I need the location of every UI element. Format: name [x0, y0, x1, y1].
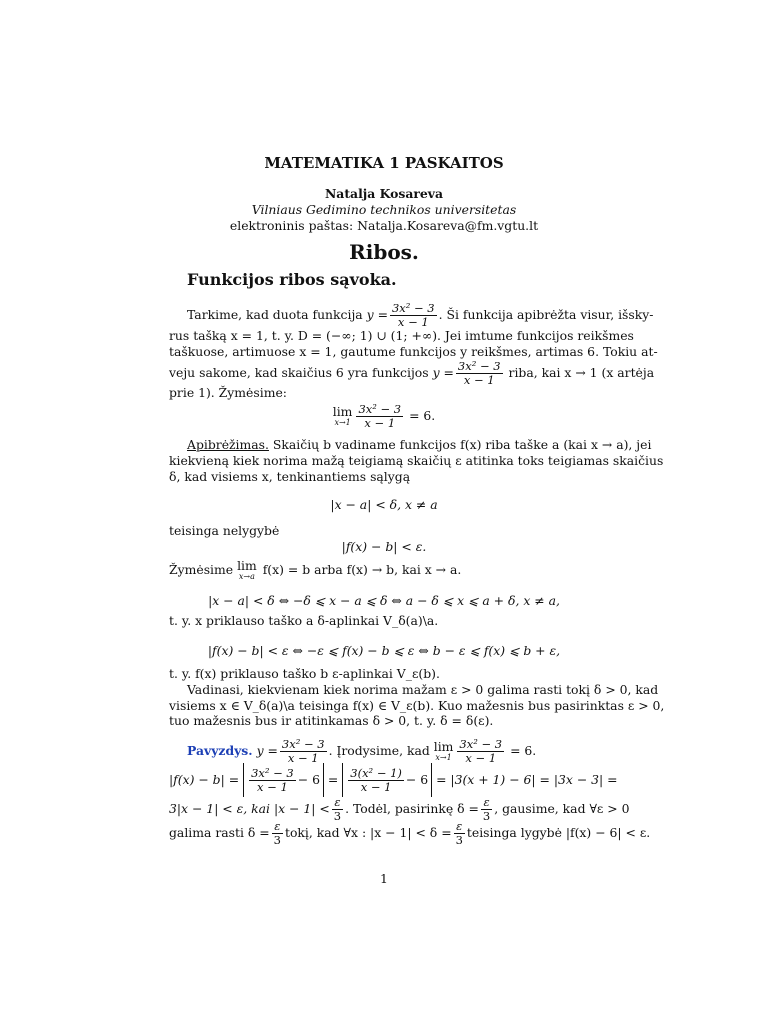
denominator: x − 1 — [465, 751, 497, 765]
fraction — [457, 738, 504, 765]
denominator: x − 1 — [397, 315, 429, 329]
lim-subscript: x→1 — [435, 752, 452, 762]
numerator: 3x² − 3 — [459, 737, 503, 751]
math-var: y = — [366, 307, 388, 322]
text-span: Tarkime, kad duota funkcija — [187, 307, 363, 322]
paragraph-line — [187, 300, 654, 330]
text-span: f(x) = b arba f(x) → b, kai x → a. — [262, 562, 462, 577]
condition-formula: |x − a| < δ, x ≠ a — [330, 497, 438, 512]
text-span: 3|x − 1| < ε, kai |x − 1| < — [169, 801, 330, 816]
denominator: x − 1 — [360, 780, 392, 794]
denominator: x − 1 — [463, 373, 495, 387]
text-span: , gausime, kad ∀ε > 0 — [494, 801, 630, 816]
text-span: galima rasti δ = — [169, 825, 270, 840]
notation-line — [169, 558, 600, 582]
paragraph-line: prie 1). Žymėsime: — [169, 385, 287, 400]
definition-line — [187, 437, 652, 452]
course-title: MATEMATIKA 1 PASKAITOS — [264, 154, 504, 172]
limit-formula — [0, 400, 768, 432]
lim-label: lim — [433, 738, 454, 754]
page-number: 1 — [380, 871, 388, 886]
fraction — [356, 403, 403, 430]
text-span: teisinga lygybė |f(x) − 6| < ε. — [466, 825, 651, 840]
fraction — [272, 820, 283, 847]
text-span: tokį, kad ∀x : |x − 1| < δ = — [284, 825, 452, 840]
fraction — [249, 767, 296, 794]
paragraph-line — [169, 358, 655, 388]
numerator: 3x² − 3 — [457, 359, 501, 373]
numerator: 3x² − 3 — [251, 766, 294, 780]
paragraph-line: t. y. x priklauso taško a δ-aplinkai V_δ(a)\a. — [169, 613, 439, 628]
text-span: − 6 — [297, 772, 320, 787]
abs-expression — [342, 763, 432, 797]
text-span: |f(x) − b| = — [169, 772, 240, 787]
denominator: 3 — [455, 833, 463, 847]
lim-operator — [433, 738, 454, 763]
paragraph-line: rus tašką x = 1, t. y. D = (−∞; 1) ∪ (1; +∞). Jei imtume funkcijos reikšmes — [169, 328, 634, 343]
lim-label: lim — [237, 557, 257, 573]
numerator: 3x² − 3 — [281, 737, 325, 751]
author-name: Natalja Kosareva — [324, 186, 444, 201]
equivalence-formula: |x − a| < δ ⇔ −δ ⩽ x − a ⩽ δ ⇔ a − δ ⩽ x ⩽ a + δ, x ≠ a, — [208, 593, 560, 608]
text-span: riba, kai x → 1 (x artėja — [508, 365, 655, 380]
lim-subscript: x→1 — [334, 417, 351, 427]
text-span: . Todėl, pasirinkę δ = — [345, 801, 479, 816]
paragraph-line: t. y. f(x) priklauso taško b ε-aplinkai V_ε(b). — [169, 666, 440, 681]
math-var: y = — [256, 743, 278, 758]
email-line: elektroninis paštas: Natalja.Kosareva@fm.vgtu.lt — [229, 218, 539, 233]
text-span: . Įrodysime, kad — [328, 743, 430, 758]
denominator: x − 1 — [287, 751, 319, 765]
text-span: = — [327, 772, 339, 787]
fraction — [456, 360, 503, 387]
text-span: = |3(x + 1) − 6| = |3x − 3| = — [436, 772, 618, 787]
inequality-formula: |f(x) − b| < ε. — [341, 539, 427, 554]
denominator: 3 — [482, 809, 491, 823]
example-label: Pavyzdys. — [187, 743, 253, 758]
paragraph-line: visiems x ∈ V_δ(a)\a teisinga f(x) ∈ V_ε(b). Kuo mažesnis bus pasirinktas ε > 0, — [169, 698, 665, 713]
example-line — [169, 818, 651, 848]
text-span: = 6. — [409, 408, 436, 423]
section-title: Ribos. — [349, 240, 419, 264]
fraction — [280, 738, 327, 765]
fraction — [348, 767, 404, 794]
text-span: − 6 — [405, 772, 429, 787]
abs-expression — [243, 763, 324, 797]
paragraph-line: Vadinasi, kiekvienam kiek norima mažam ε > 0 galima rasti tokį δ > 0, kad — [187, 682, 659, 697]
fraction — [454, 820, 465, 847]
definition-line: kiekvieną kiek norima mažą teigiamą skaičių ε atitinka toks teigiamas skaičius — [169, 453, 664, 468]
text-span: . Ši funkcija apibrėžta visur, išsky- — [438, 307, 654, 322]
definition-line: δ, kad visiems x, tenkinantiems sąlygą — [169, 469, 411, 484]
numerator: 3x² − 3 — [358, 402, 402, 416]
denominator: 3 — [333, 809, 342, 823]
numerator: ε — [454, 820, 465, 834]
lim-operator — [332, 403, 353, 428]
example-line — [169, 763, 618, 797]
text-span: Skaičių b vadiname funkcijos f(x) riba taške a (kai x → a), jei — [268, 437, 652, 452]
text-span: = 6. — [510, 743, 537, 758]
paragraph-line: teisinga nelygybė — [169, 523, 280, 538]
paragraph-line: tuo mažesnis bus ir atitinkamas δ > 0, t. y. δ = δ(ε). — [169, 713, 494, 728]
numerator: 3x² − 3 — [391, 301, 435, 315]
lim-subscript: x→a — [238, 571, 255, 581]
numerator: ε — [481, 796, 492, 810]
university-name: Vilniaus Gedimino technikos universitetas — [251, 202, 517, 217]
numerator: 3(x² − 1) — [350, 766, 402, 780]
denominator: x − 1 — [364, 416, 396, 430]
numerator: ε — [332, 796, 343, 810]
math-var: y = — [432, 365, 454, 380]
numerator: ε — [272, 820, 283, 834]
text-span: veju sakome, kad skaičius 6 yra funkcijos — [169, 365, 429, 380]
lim-label: lim — [332, 403, 353, 419]
fraction — [390, 302, 437, 329]
denominator: 3 — [273, 833, 281, 847]
subsection-title: Funkcijos ribos sąvoka. — [187, 270, 397, 289]
denominator: x − 1 — [257, 780, 288, 794]
definition-label: Apibrėžimas. — [187, 437, 269, 452]
lim-operator — [237, 557, 257, 582]
equivalence-formula: |f(x) − b| < ε ⇔ −ε ⩽ f(x) − b ⩽ ε ⇔ b − ε ⩽ f(x) ⩽ b + ε, — [207, 643, 561, 658]
paragraph-line: taškuose, artimuose x = 1, gautume funkcijos y reikšmes, artimas 6. Tokiu at- — [169, 344, 658, 359]
text-span: Žymėsime — [169, 562, 234, 577]
